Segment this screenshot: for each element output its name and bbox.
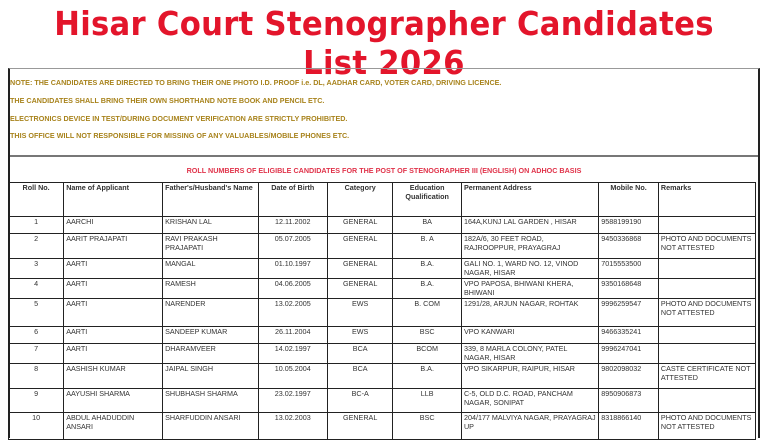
column-header: Roll No. (9, 183, 64, 217)
table-cell: BCOM (393, 344, 462, 364)
table-cell: 339, 8 MARLA COLONY, PATEL NAGAR, HISAR (461, 344, 598, 364)
table-cell: BCA (327, 344, 392, 364)
column-header: Date of Birth (258, 183, 327, 217)
table-cell: LLB (393, 389, 462, 413)
table-cell: B. COM (393, 299, 462, 327)
table-cell: VPO KANWARI (461, 327, 598, 344)
table-cell: 9450336868 (599, 234, 659, 259)
table-cell: RAMESH (163, 279, 258, 299)
table-cell: GENERAL (327, 234, 392, 259)
table-cell: NARENDER (163, 299, 258, 327)
table-cell: 7015553500 (599, 259, 659, 279)
table-cell: JAIPAL SINGH (163, 364, 258, 389)
column-header: Remarks (658, 183, 755, 217)
table-cell: 05.07.2005 (258, 234, 327, 259)
table-cell: DHARAMVEER (163, 344, 258, 364)
column-header: Name of Applicant (64, 183, 163, 217)
table-cell: KRISHAN LAL (163, 217, 258, 234)
table-cell: BC-A (327, 389, 392, 413)
table-cell: GENERAL (327, 259, 392, 279)
table-cell: 8 (9, 364, 64, 389)
table-cell: AARCHI (64, 217, 163, 234)
table-cell: AARTI (64, 279, 163, 299)
table-row (9, 259, 756, 279)
table-cell: 3 (9, 259, 64, 279)
table-cell: BSC (393, 327, 462, 344)
table-cell: 01.10.1997 (258, 259, 327, 279)
table-cell: 9588199190 (599, 217, 659, 234)
table-cell: 6 (9, 327, 64, 344)
table-cell: 2 (9, 234, 64, 259)
table-cell (658, 259, 755, 279)
table-cell: BCA (327, 364, 392, 389)
table-cell (658, 327, 755, 344)
table-cell: AASHISH KUMAR (64, 364, 163, 389)
divider (10, 155, 758, 157)
note-line: ELECTRONICS DEVICE IN TEST/DURING DOCUMENT VERIFICATION ARE STRICTLY PROHIBITED. (10, 114, 348, 123)
table-cell: B.A. (393, 259, 462, 279)
table-cell: GALI NO. 1, WARD NO. 12, VINOD NAGAR, HISAR (461, 259, 598, 279)
table-cell: MANGAL (163, 259, 258, 279)
table-cell: EWS (327, 327, 392, 344)
table-row (9, 279, 756, 299)
table-row (9, 344, 756, 364)
table-cell: B.A. (393, 364, 462, 389)
column-header: Education Qualification (393, 183, 462, 217)
table-cell: 1291/28, ARJUN NAGAR, ROHTAK (461, 299, 598, 327)
table-cell: C-5, OLD D.C. ROAD, PANCHAM NAGAR, SONIPAT (461, 389, 598, 413)
table-cell: 23.02.1997 (258, 389, 327, 413)
table-cell: 5 (9, 299, 64, 327)
table-cell: 13.02.2003 (258, 413, 327, 440)
table-cell: B.A. (393, 279, 462, 299)
table-cell: 4 (9, 279, 64, 299)
table-cell: SANDEEP KUMAR (163, 327, 258, 344)
table-cell: 13.02.2005 (258, 299, 327, 327)
table-row (9, 234, 756, 259)
table-cell: 8950906873 (599, 389, 659, 413)
table-cell: 9350168648 (599, 279, 659, 299)
table-cell (658, 279, 755, 299)
table-cell: PHOTO AND DOCUMENTS NOT ATTESTED (658, 413, 755, 440)
table-cell: 26.11.2004 (258, 327, 327, 344)
table-cell (658, 389, 755, 413)
table-cell: 182A/6, 30 FEET ROAD, RAJROOPPUR, PRAYAGRAJ (461, 234, 598, 259)
note-line: THIS OFFICE WILL NOT RESPONSIBLE FOR MISSING OF ANY VALUABLES/MOBILE PHONES ETC. (10, 131, 350, 140)
table-cell: 10.05.2004 (258, 364, 327, 389)
note-line: THE CANDIDATES SHALL BRING THEIR OWN SHORTHAND NOTE BOOK AND PENCIL ETC. (10, 96, 325, 105)
table-cell: AARTI (64, 344, 163, 364)
table-row (9, 364, 756, 389)
table-cell: 9466335241 (599, 327, 659, 344)
table-cell: PHOTO AND DOCUMENTS NOT ATTESTED (658, 299, 755, 327)
table-cell: AAYUSHI SHARMA (64, 389, 163, 413)
table-cell: BA (393, 217, 462, 234)
table-row (9, 389, 756, 413)
table-row (9, 413, 756, 440)
table-cell: AARTI (64, 259, 163, 279)
table-cell: GENERAL (327, 279, 392, 299)
table-cell: 9802098032 (599, 364, 659, 389)
table-cell: SHARFUDDIN ANSARI (163, 413, 258, 440)
table-cell: BSC (393, 413, 462, 440)
table-cell: GENERAL (327, 217, 392, 234)
table-cell: AARTI (64, 299, 163, 327)
table-row (9, 299, 756, 327)
note-line: NOTE: THE CANDIDATES ARE DIRECTED TO BRING THEIR ONE PHOTO I.D. PROOF i.e. DL, AADHAR CARD, VOTER CARD, DRIVING LICENCE. (10, 78, 502, 87)
column-header: Category (327, 183, 392, 217)
table-cell: 04.06.2005 (258, 279, 327, 299)
candidates-table (8, 182, 756, 440)
table-title: ROLL NUMBERS OF ELIGIBLE CANDIDATES FOR THE POST OF STENOGRAPHER III (ENGLISH) ON ADHOC BASIS (186, 166, 582, 175)
table-cell: 204/177 MALVIYA NAGAR, PRAYAGRAJ UP (461, 413, 598, 440)
table-cell: 14.02.1997 (258, 344, 327, 364)
table-cell: CASTE CERTIFICATE NOT ATTESTED (658, 364, 755, 389)
page-title: Hisar Court Stenographer Candidates List 2026 (54, 4, 714, 82)
table-cell: 1 (9, 217, 64, 234)
table-cell (658, 344, 755, 364)
table-cell: 9996247041 (599, 344, 659, 364)
column-header: Father's/Husband's Name (163, 183, 258, 217)
table-cell: AARIT PRAJAPATI (64, 234, 163, 259)
table-row (9, 217, 756, 234)
table-cell: VPO SIKARPUR, RAIPUR, HISAR (461, 364, 598, 389)
table-row (9, 327, 756, 344)
table-cell: PHOTO AND DOCUMENTS NOT ATTESTED (658, 234, 755, 259)
table-cell: AARTI (64, 327, 163, 344)
table-cell: 9 (9, 389, 64, 413)
document (8, 68, 760, 438)
table-cell: SHUBHASH SHARMA (163, 389, 258, 413)
table-cell: ABDUL AHADUDDIN ANSARI (64, 413, 163, 440)
table-cell: RAVI PRAKASH PRAJAPATI (163, 234, 258, 259)
table-cell (658, 217, 755, 234)
column-header: Permanent Address (461, 183, 598, 217)
table-cell: GENERAL (327, 413, 392, 440)
table-cell: 9996259547 (599, 299, 659, 327)
column-header: Mobile No. (599, 183, 659, 217)
table-cell: 8318866140 (599, 413, 659, 440)
table-cell: 7 (9, 344, 64, 364)
table-cell: 12.11.2002 (258, 217, 327, 234)
table-cell: 10 (9, 413, 64, 440)
table-cell: 164A,KUNJ LAL GARDEN , HISAR (461, 217, 598, 234)
table-cell: EWS (327, 299, 392, 327)
table-cell: B. A (393, 234, 462, 259)
table-cell: VPO PAPOSA, BHIWANI KHERA, BHIWANI (461, 279, 598, 299)
